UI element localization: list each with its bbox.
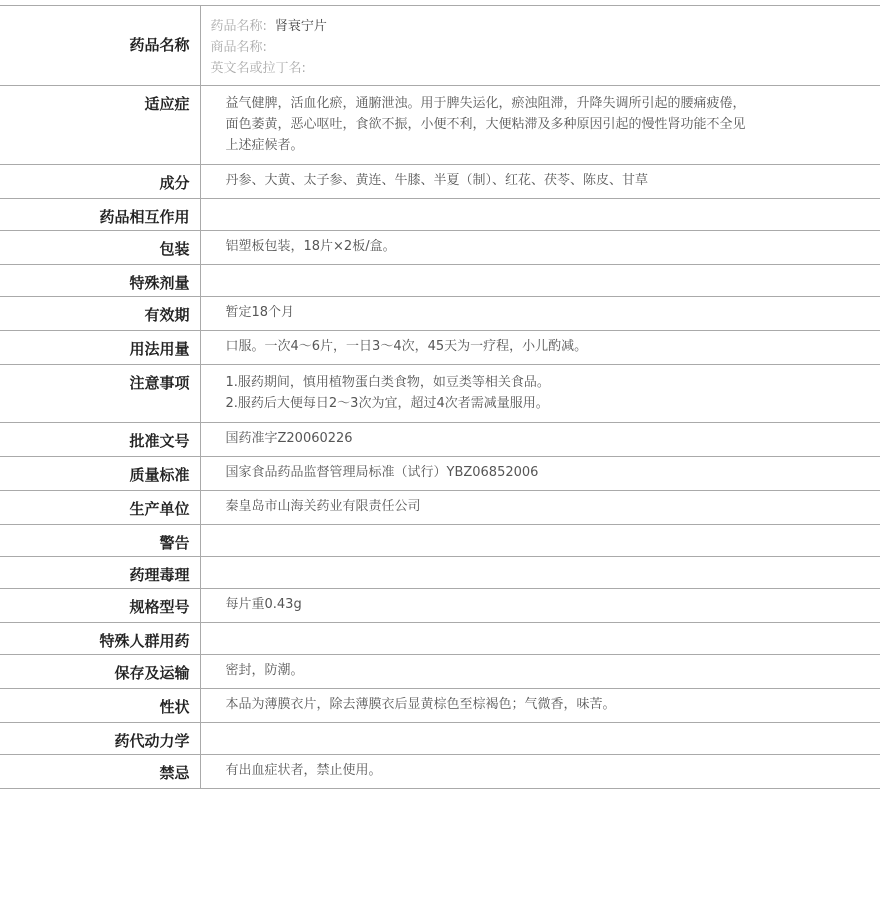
row-label: 特殊人群用药	[0, 623, 200, 655]
row-value-line: 密封，防潮。	[225, 663, 304, 678]
row-value-line: 口服。一次4～6片，一日3～4次，45天为一疗程，小儿酌减。	[225, 339, 588, 354]
row-approval	[0, 423, 880, 457]
row-value-line: 秦皇岛市山海关药业有限责任公司	[225, 499, 421, 514]
row-label: 有效期	[0, 297, 200, 331]
row-value-line: 上述症候者。	[225, 138, 304, 153]
row-label: 药理毒理	[0, 557, 200, 589]
row-ingredients	[0, 165, 880, 199]
row-label: 警告	[0, 525, 200, 557]
english-name-label: 英文名或拉丁名:	[210, 61, 306, 76]
row-dosage	[0, 331, 880, 365]
row-value	[200, 423, 880, 457]
row-value	[200, 297, 880, 331]
row-value-line: 益气健脾，活血化瘀，通腑泄浊。用于脾失运化，瘀浊阻滞，升降失调所引起的腰痛疲倦，	[225, 96, 746, 111]
row-precautions	[0, 365, 880, 423]
row-description	[0, 689, 880, 723]
row-value	[200, 589, 880, 623]
row-label: 批准文号	[0, 423, 200, 457]
row-specification	[0, 589, 880, 623]
row-label: 药代动力学	[0, 723, 200, 755]
drug-name-cell	[200, 6, 880, 86]
row-value-line: 丹参、大黄、太子参、黄连、牛膝、半夏（制）、红花、茯苓、陈皮、甘草	[225, 173, 649, 188]
row-value	[200, 525, 880, 557]
row-value-line: 暂定18个月	[225, 305, 295, 320]
english-name-line	[211, 58, 871, 79]
row-label: 特殊剂量	[0, 265, 200, 297]
row-contraindications	[0, 755, 880, 789]
row-label: 规格型号	[0, 589, 200, 623]
row-label: 成分	[0, 165, 200, 199]
row-label: 质量标准	[0, 457, 200, 491]
row-value	[200, 365, 880, 423]
row-value	[200, 86, 880, 165]
row-value-line: 铝塑板包装，18片×2板/盒。	[225, 239, 396, 254]
row-value-line: 面色萎黄，恶心呕吐，食欲不振，小便不利，大便粘滞及多种原因引起的慢性肾功能不全见	[225, 117, 746, 132]
row-value	[200, 723, 880, 755]
row-value	[200, 165, 880, 199]
row-label: 药品名称	[0, 6, 200, 86]
row-value	[200, 491, 880, 525]
row-packaging	[0, 231, 880, 265]
row-label: 药品相互作用	[0, 199, 200, 231]
row-pharmacokinetics	[0, 723, 880, 755]
trade-name-label: 商品名称:	[210, 40, 267, 55]
row-label: 包装	[0, 231, 200, 265]
row-value	[200, 655, 880, 689]
row-label: 保存及运输	[0, 655, 200, 689]
row-value-line: 每片重0.43g	[225, 597, 302, 612]
row-special-dose	[0, 265, 880, 297]
row-storage	[0, 655, 880, 689]
row-value	[200, 755, 880, 789]
row-value	[200, 457, 880, 491]
row-validity	[0, 297, 880, 331]
row-manufacturer	[0, 491, 880, 525]
row-warning	[0, 525, 880, 557]
row-value-line: 本品为薄膜衣片，除去薄膜衣后显黄棕色至棕褐色；气微香，味苦。	[225, 697, 616, 712]
row-value-line: 2.服药后大便每日2～3次为宜，超过4次者需减量服用。	[225, 396, 549, 411]
row-label: 注意事项	[0, 365, 200, 423]
row-value-line: 1.服药期间，慎用植物蛋白类食物，如豆类等相关食品。	[225, 375, 550, 390]
drug-name-value: 肾衰宁片	[274, 19, 327, 34]
row-value	[200, 331, 880, 365]
row-value	[200, 623, 880, 655]
row-value-line: 有出血症状者，禁止使用。	[225, 763, 382, 778]
row-value	[200, 689, 880, 723]
row-label: 生产单位	[0, 491, 200, 525]
row-standard	[0, 457, 880, 491]
row-indications	[0, 86, 880, 165]
row-pharmacology	[0, 557, 880, 589]
row-value	[200, 199, 880, 231]
row-value	[200, 265, 880, 297]
row-value	[200, 231, 880, 265]
row-label: 适应症	[0, 86, 200, 165]
row-label: 性状	[0, 689, 200, 723]
row-special-groups	[0, 623, 880, 655]
row-value-line: 国家食品药品监督管理局标准（试行）YBZ06852006	[225, 465, 539, 480]
row-interactions	[0, 199, 880, 231]
row-drug-name	[0, 6, 880, 86]
drug-name-line	[211, 16, 871, 37]
row-label: 禁忌	[0, 755, 200, 789]
row-value	[200, 557, 880, 589]
drug-spec-table	[0, 5, 880, 789]
trade-name-line	[211, 37, 871, 58]
drug-name-label: 药品名称:	[210, 19, 267, 34]
row-value-line: 国药准字Z20060226	[225, 431, 353, 446]
row-label: 用法用量	[0, 331, 200, 365]
